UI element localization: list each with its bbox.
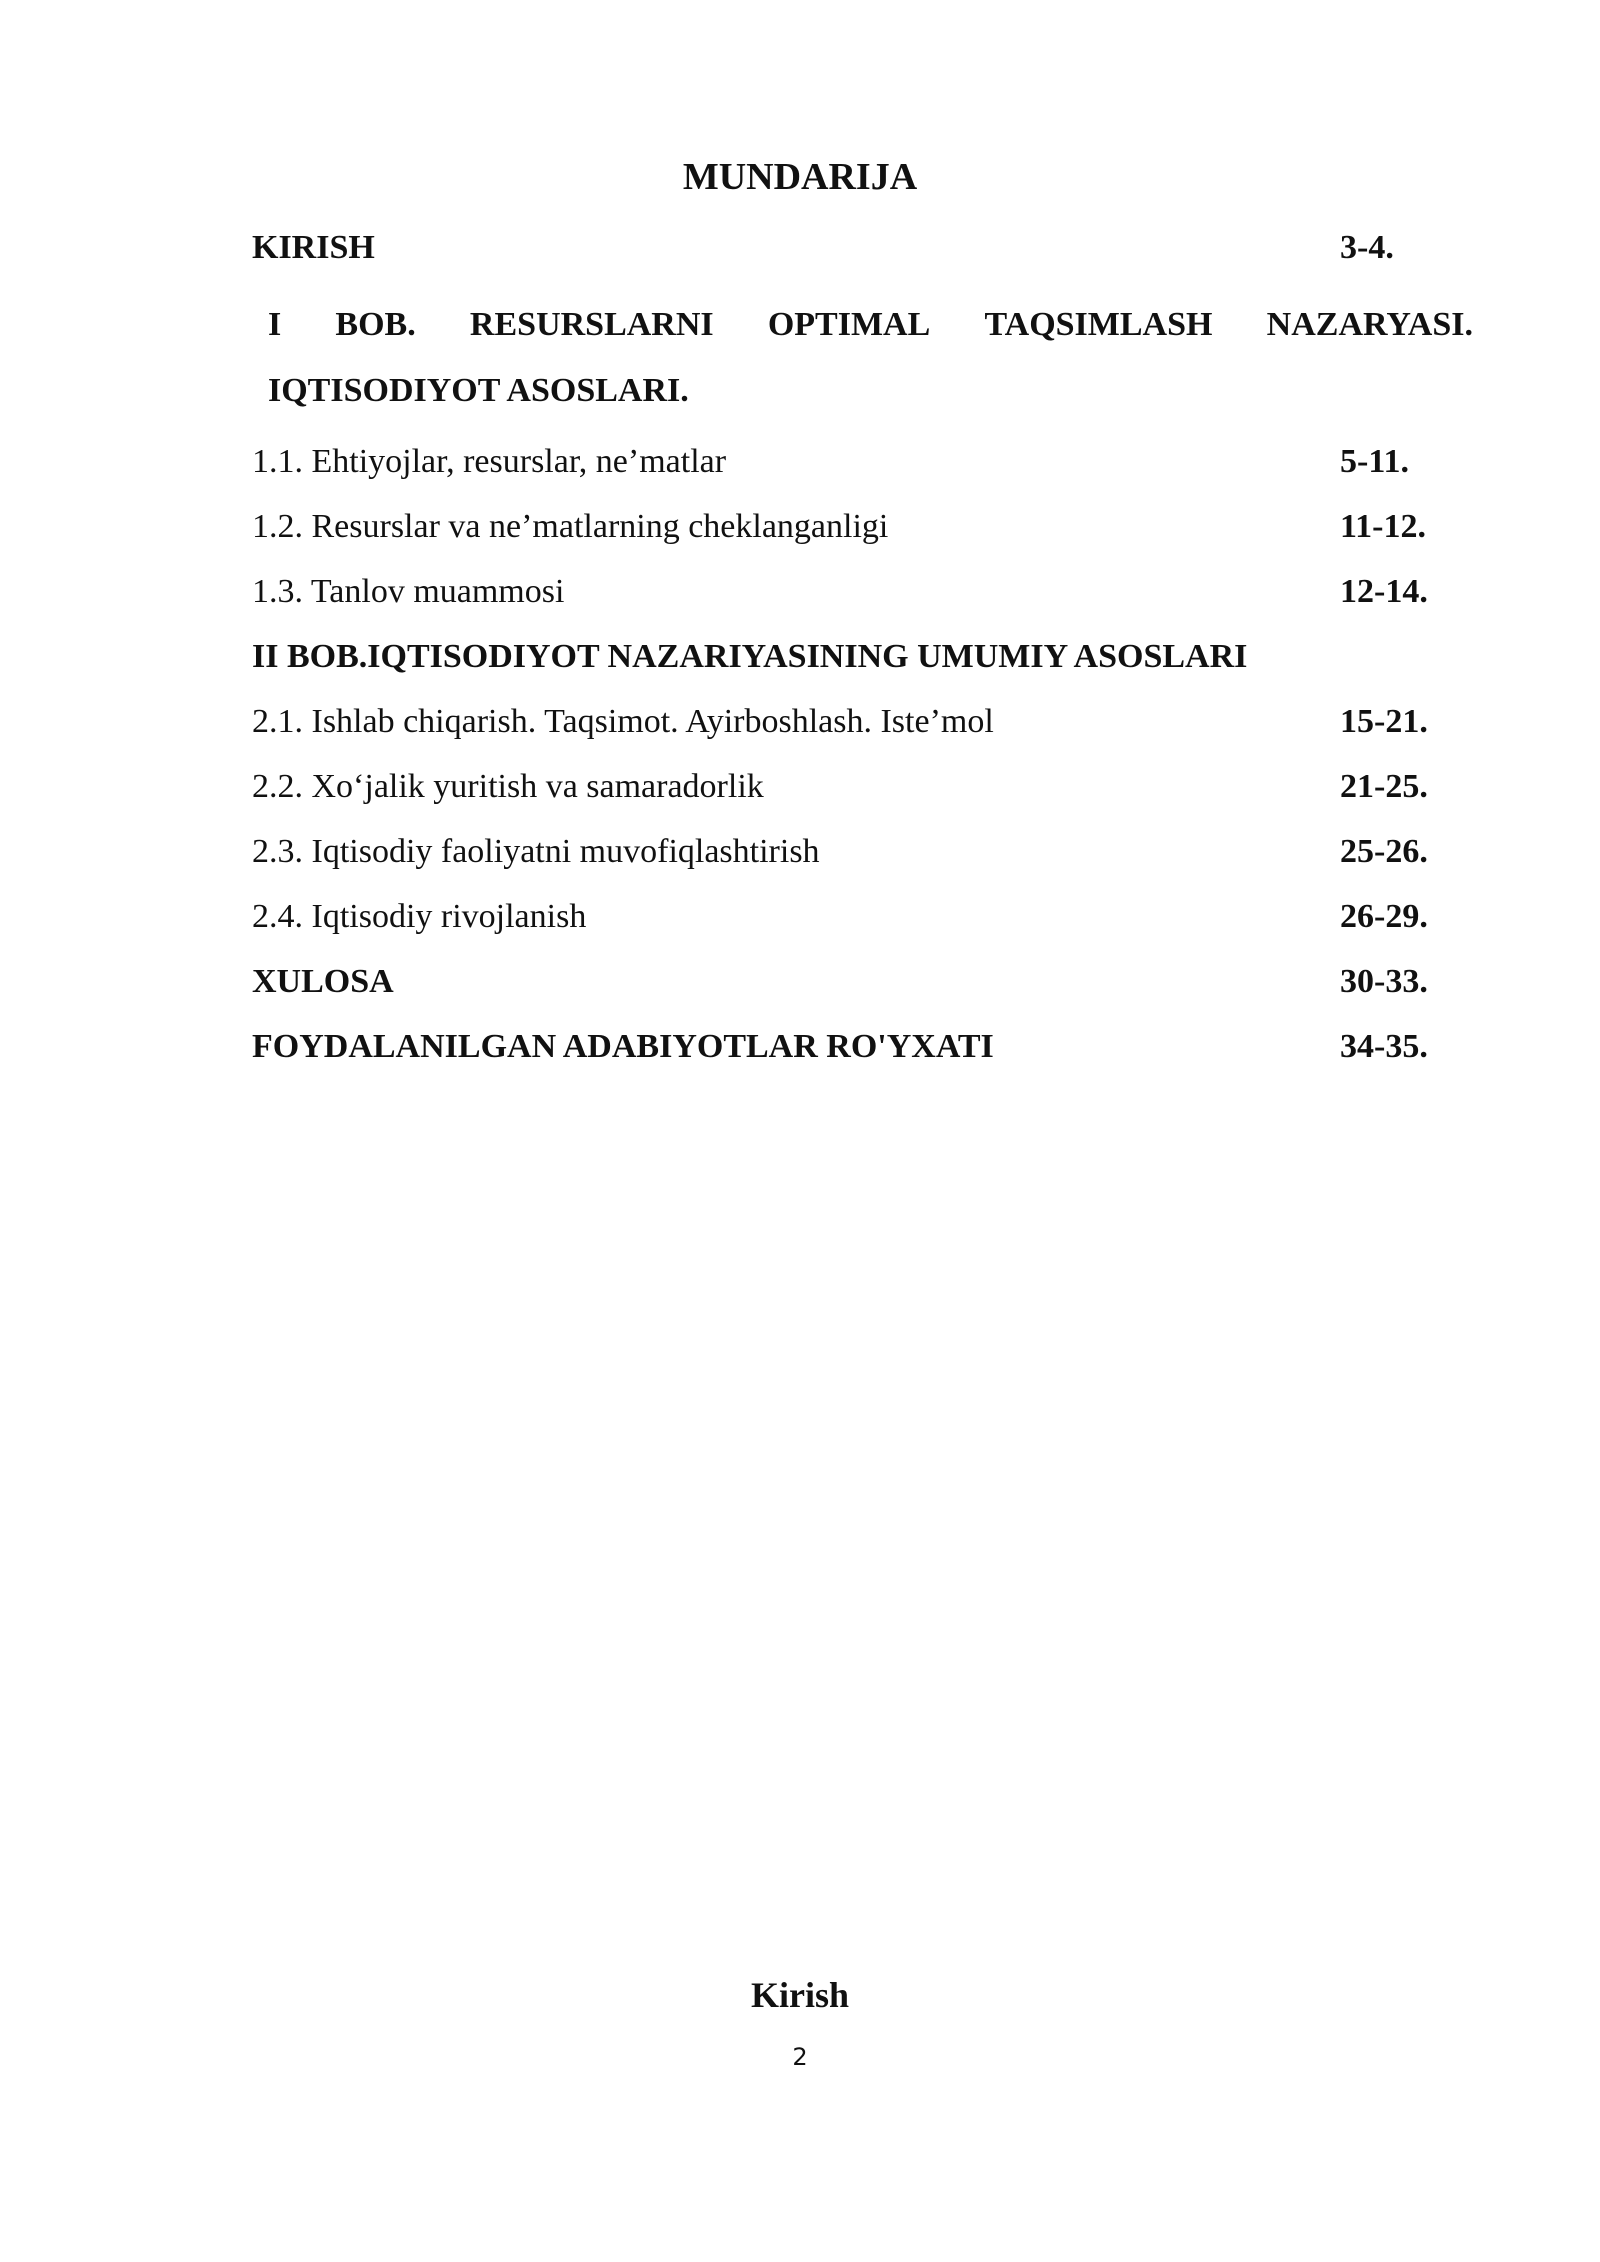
chapter-1-line-2: IQTISODIYOT ASOSLARI. — [268, 372, 689, 409]
toc-entry — [252, 698, 1428, 746]
toc-entry-pages: 26-29. — [1340, 898, 1428, 935]
chapter-1-word: NAZARYASI. — [1266, 306, 1473, 343]
toc-entry-label: II BOB.IQTISODIYOT NAZARIYASINING UMUMIY ASOSLARI — [252, 638, 1248, 675]
toc-entry-conclusion — [252, 958, 1428, 1006]
toc-chapter-2-heading — [252, 633, 1404, 681]
toc-entry — [252, 893, 1428, 941]
toc-entry-pages: 5-11. — [1340, 443, 1409, 480]
toc-entry-pages: 12-14. — [1340, 573, 1428, 610]
toc-entry-pages: 11-12. — [1340, 508, 1426, 545]
toc-entry — [252, 503, 1426, 551]
toc-entry-pages: 34-35. — [1340, 1028, 1428, 1065]
page-title: MUNDARIJA — [682, 156, 918, 198]
chapter-1-word: TAQSIMLASH — [984, 306, 1213, 343]
chapter-1-word: OPTIMAL — [767, 306, 931, 343]
toc-entry-intro — [252, 224, 1404, 272]
toc-entry — [252, 828, 1428, 876]
toc-entry-label: KIRISH — [252, 229, 375, 266]
toc-entry-label: 1.2. Resurslar va ne’matlarning cheklanganligi — [252, 508, 889, 545]
toc-entry-references — [252, 1023, 1428, 1071]
toc-entry-label: 2.1. Ishlab chiqarish. Taqsimot. Ayirboshlash. Iste’mol — [252, 703, 994, 740]
toc-entry-pages: 25-26. — [1340, 833, 1428, 870]
toc-chapter-1-heading — [268, 292, 1473, 424]
chapter-1-word: RESURSLARNI — [469, 306, 714, 343]
section-heading-intro: Kirish — [750, 1975, 849, 2015]
toc-entry-label: 2.3. Iqtisodiy faoliyatni muvofiqlashtirish — [252, 833, 820, 870]
toc-entry — [252, 438, 1409, 486]
toc-entry-label: 2.4. Iqtisodiy rivojlanish — [252, 898, 587, 935]
toc-entry-pages: 21-25. — [1340, 768, 1428, 805]
chapter-1-word: I — [268, 306, 282, 343]
toc-entry-pages: 15-21. — [1340, 703, 1428, 740]
toc-entry-label: FOYDALANILGAN ADABIYOTLAR RO'YXATI — [252, 1028, 994, 1065]
toc-entry-pages: 3-4. — [1340, 229, 1394, 266]
page-number: 2 — [792, 2043, 808, 2071]
chapter-1-word: BOB. — [335, 306, 416, 343]
toc-entry-label: 2.2. Xo‘jalik yuritish va samaradorlik — [252, 768, 764, 805]
toc-entry — [252, 568, 1428, 616]
toc-entry-pages: 30-33. — [1340, 963, 1428, 1000]
toc-entry-label: XULOSA — [252, 963, 394, 1000]
toc-entry-label: 1.3. Tanlov muammosi — [252, 573, 565, 610]
toc-entry-label: 1.1. Ehtiyojlar, resurslar, ne’matlar — [252, 443, 727, 480]
toc-entry — [252, 763, 1428, 811]
